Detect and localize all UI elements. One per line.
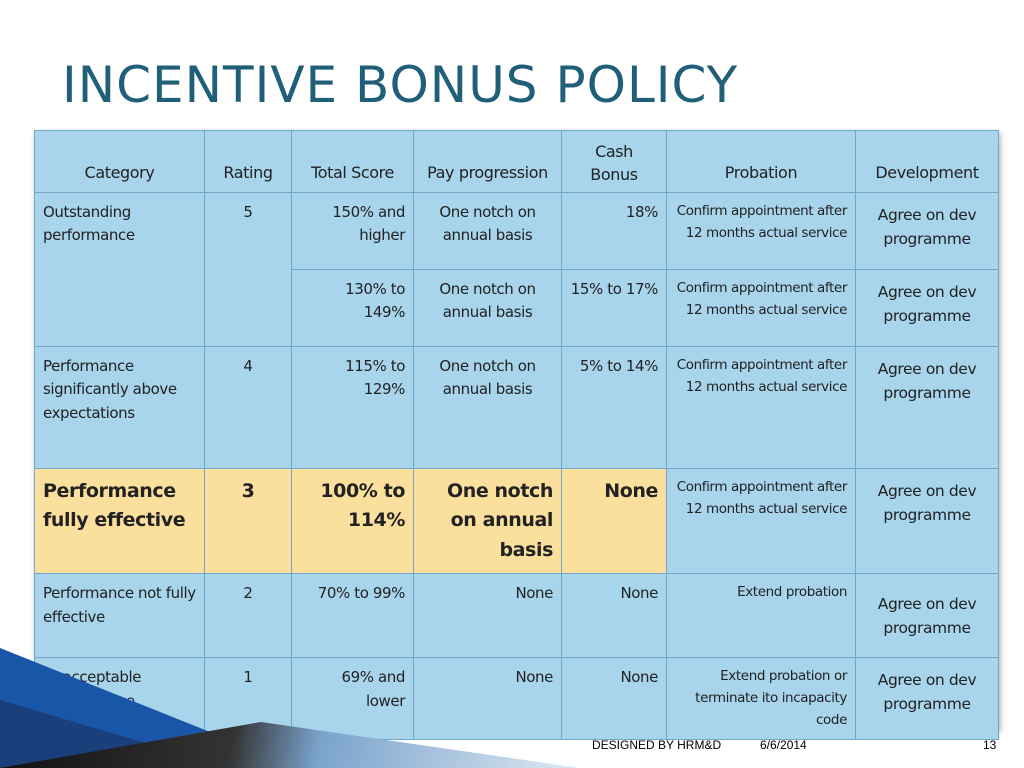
cell-probation: Extend probation — [667, 574, 856, 658]
cell-rating: 5 — [205, 193, 292, 347]
cell-rating: 2 — [205, 574, 292, 658]
cell-development: Agree on dev programme — [856, 347, 999, 469]
cell-total-score: 100% to 114% — [292, 469, 414, 574]
cell-probation: Confirm appointment after 12 months actual service — [667, 347, 856, 469]
cell-total-score: 115% to 129% — [292, 347, 414, 469]
table-row-highlighted — [35, 469, 999, 574]
cell-rating: 1 — [205, 658, 292, 740]
table-row — [35, 193, 999, 270]
table-row — [35, 574, 999, 658]
cell-probation: Confirm appointment after 12 months actual service — [667, 193, 856, 270]
header-category: Category — [35, 131, 205, 193]
header-development: Development — [856, 131, 999, 193]
header-total-score: Total Score — [292, 131, 414, 193]
cell-development: Agree on dev programme — [856, 193, 999, 270]
cell-total-score: 130% to 149% — [292, 270, 414, 347]
cell-development: Agree on dev programme — [856, 658, 999, 740]
footer-date: 6/6/2014 — [760, 738, 807, 752]
cell-pay-progression: None — [414, 658, 562, 740]
cell-cash-bonus: None — [562, 469, 667, 574]
header-rating: Rating — [205, 131, 292, 193]
cell-category: Performance significantly above expectations — [35, 347, 205, 469]
table-row — [35, 347, 999, 469]
header-probation: Probation — [667, 131, 856, 193]
cell-development: Agree on dev programme — [856, 469, 999, 574]
cell-development: Agree on dev programme — [856, 270, 999, 347]
cell-probation: Confirm appointment after 12 months actual service — [667, 469, 856, 574]
cell-probation: Confirm appointment after 12 months actual service — [667, 270, 856, 347]
policy-table-container — [34, 130, 998, 730]
cell-category: Unacceptable performance — [35, 658, 205, 740]
header-cash-bonus: Cash Bonus — [562, 131, 667, 193]
cell-development: Agree on dev programme — [856, 574, 999, 658]
cell-cash-bonus: None — [562, 658, 667, 740]
cell-pay-progression: None — [414, 574, 562, 658]
cell-probation: Extend probation or terminate ito incapacity code — [667, 658, 856, 740]
cell-category: Performance fully effective — [35, 469, 205, 574]
table-header-row — [35, 131, 999, 193]
footer-page-number: 13 — [983, 738, 997, 752]
cell-rating: 4 — [205, 347, 292, 469]
cell-cash-bonus: 15% to 17% — [562, 270, 667, 347]
cell-cash-bonus: 18% — [562, 193, 667, 270]
cell-rating: 3 — [205, 469, 292, 574]
header-pay-progression: Pay progression — [414, 131, 562, 193]
cell-category: Performance not fully effective — [35, 574, 205, 658]
cell-cash-bonus: 5% to 14% — [562, 347, 667, 469]
cell-pay-progression: One notch on annual basis — [414, 270, 562, 347]
cell-total-score: 70% to 99% — [292, 574, 414, 658]
slide-title: INCENTIVE BONUS POLICY — [62, 56, 739, 114]
cell-pay-progression: One notch on annual basis — [414, 469, 562, 574]
cell-cash-bonus: None — [562, 574, 667, 658]
cell-total-score: 69% and lower — [292, 658, 414, 740]
cell-pay-progression: One notch on annual basis — [414, 193, 562, 270]
cell-total-score: 150% and higher — [292, 193, 414, 270]
cell-category: Outstanding performance — [35, 193, 205, 347]
cell-pay-progression: One notch on annual basis — [414, 347, 562, 469]
footer-designer: DESIGNED BY HRM&D — [592, 738, 722, 752]
